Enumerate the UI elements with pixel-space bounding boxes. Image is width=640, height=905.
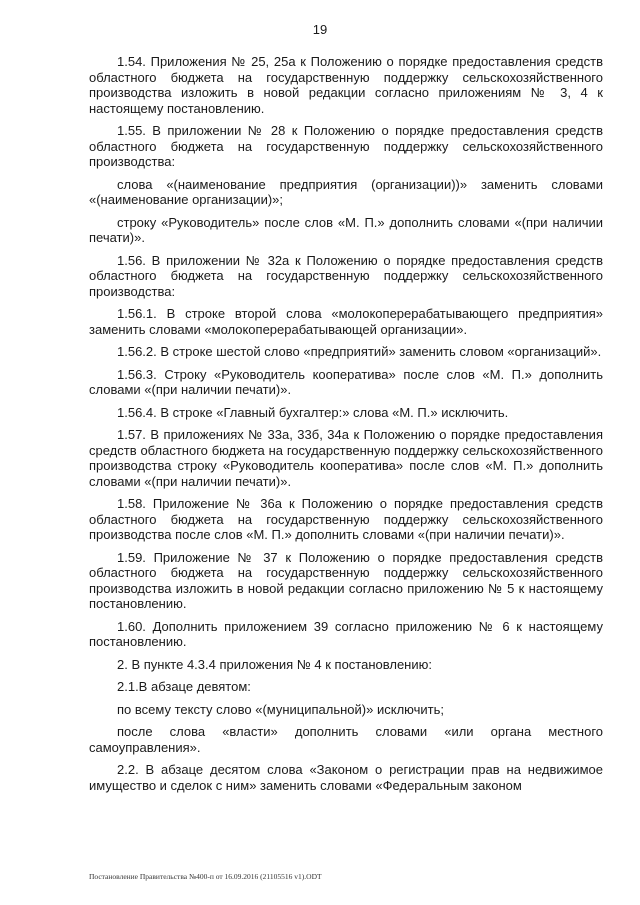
- paragraph-1-55-line: строку «Руководитель» после слов «М. П.» дополнить словами «(при наличии печати)».: [89, 214, 603, 245]
- paragraph-1-55-words: слова «(наименование предприятия (организации))» заменить словами «(наименование организации)»;: [89, 176, 603, 207]
- paragraph-2: 2. В пункте 4.3.4 приложения № 4 к постановлению:: [117, 656, 432, 672]
- paragraph-1-55: 1.55. В приложении № 28 к Положению о порядке предоставления средств областного бюджета на государственную поддержку сельскохозяйственного производства:: [89, 123, 603, 169]
- paragraph-2-1-a: по всему тексту слово «(муниципальной)» исключить;: [117, 701, 444, 717]
- paragraph-2-1: 2.1.В абзаце девятом:: [117, 679, 251, 694]
- document-footer: Постановление Правительства №400-п от 16.09.2016 (21105516 v1).ODT: [89, 872, 322, 881]
- paragraph-1-56-4: 1.56.4. В строке «Главный бухгалтер:» слова «М. П.» исключить.: [117, 404, 509, 420]
- paragraph-1-54: 1.54. Приложения № 25, 25а к Положению о порядке предоставления средств областного бюджета на государственную поддержку сельскохозяйственного производства изложить в новой редакции согласно приложениям № 3, 4 к настоящему постановлению.: [89, 54, 603, 116]
- paragraph-1-58: 1.58. Приложение № 36а к Положению о порядке предоставления средств областного бюджета на государственную поддержку сельскохозяйственного производства после слов «М. П.» дополнить словами «(при наличии печати)».: [89, 496, 603, 542]
- page-number: 19: [312, 22, 328, 37]
- paragraph-1-60: 1.60. Дополнить приложением 39 согласно приложению № 6 к настоящему постановлению.: [89, 618, 603, 649]
- paragraph-1-59: 1.59. Приложение № 37 к Положению о порядке предоставления средств областного бюджета на государственную поддержку сельскохозяйственного производства изложить в новой редакции согласно приложению № 5 к настоящему постановлению.: [89, 549, 603, 611]
- document-body: [89, 54, 603, 800]
- paragraph-2-2: 2.2. В абзаце десятом слова «Законом о регистрации прав на недвижимое имущество и сделок с ним» заменить словами «Федеральным законом: [89, 762, 603, 793]
- paragraph-1-56-3: 1.56.3. Строку «Руководитель кооператива» после слов «М. П.» дополнить словами «(при наличии печати)».: [89, 366, 603, 397]
- paragraph-1-56-1: 1.56.1. В строке второй слова «молокоперерабатывающего предприятия» заменить словами «молокоперерабатывающей организации».: [89, 306, 603, 337]
- paragraph-1-56: 1.56. В приложении № 32а к Положению о порядке предоставления средств областного бюджета на государственную поддержку сельскохозяйственного производства:: [89, 252, 603, 299]
- paragraph-1-56-2: 1.56.2. В строке шестой слово «предприятий» заменить словом «организаций».: [117, 344, 602, 359]
- paragraph-2-1-b: после слова «власти» дополнить словами «или органа местного самоуправления».: [89, 724, 603, 755]
- paragraph-1-57: 1.57. В приложениях № 33а, 33б, 34а к Положению о порядке предоставления средств областного бюджета на государственную поддержку сельскохозяйственного производства строку «Руководитель кооператива» после слов «М. П.» дополнить словами «(при наличии печати)».: [89, 427, 603, 489]
